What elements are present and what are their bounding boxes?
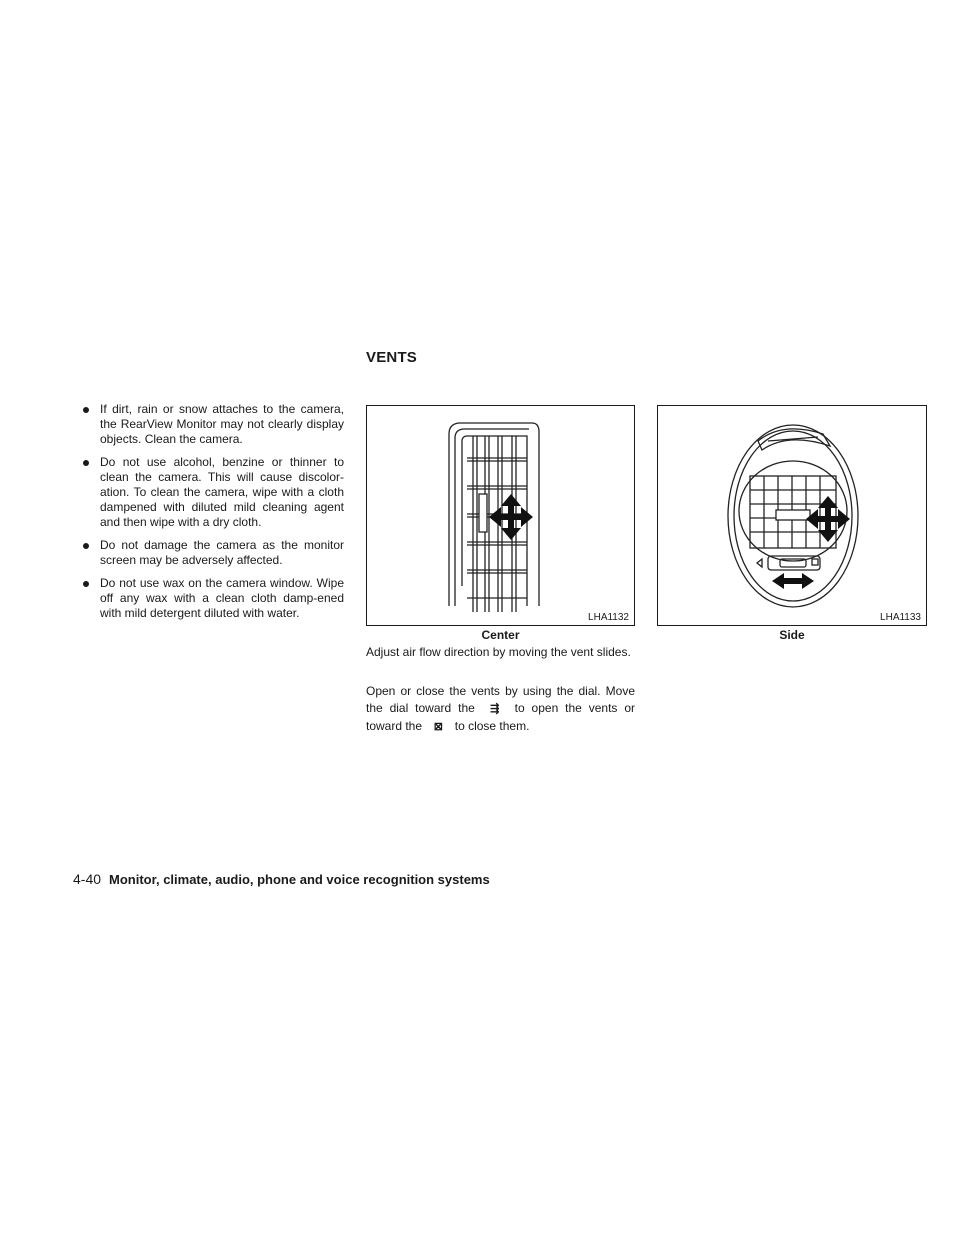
page-number: 4-40 [73, 871, 102, 887]
figure-side-vent [657, 405, 927, 626]
figure-caption-center: Center [481, 628, 520, 642]
figure-center-vent [366, 405, 635, 626]
section-heading: VENTS [366, 349, 418, 366]
side-vent-illustration-icon [658, 406, 926, 625]
figure-code: LHA1132 [588, 612, 629, 623]
body-paragraph: Adjust air flow direction by moving the vent slides. [366, 645, 631, 659]
body-paragraph-dial: Open or close the vents by using the dial. Move the dial toward the ⇶ to open the vents or toward the ⊠ to close them. [366, 683, 635, 736]
list-item: Do not damage the camera as the monitor screen may be adversely affected. [80, 538, 344, 568]
vent-open-icon: ⇶ [490, 703, 500, 715]
bullet-icon [83, 581, 89, 587]
center-vent-illustration-icon [367, 406, 634, 625]
list-item: Do not use alcohol, benzine or thinner to clean the camera. This will cause discolor-ation. To clean the camera, wipe with a cloth dampened with diluted mild cleaning agent and then wipe with a dry cloth. [80, 455, 344, 530]
chapter-title: Monitor, climate, audio, phone and voice recognition systems [109, 872, 490, 887]
figure-caption-side: Side [779, 628, 805, 642]
bullet-list [80, 402, 344, 629]
list-item: Do not use wax on the camera window. Wipe off any wax with a clean cloth damp-ened with mild detergent diluted with water. [80, 576, 344, 621]
bullet-icon [83, 543, 89, 549]
figure-code: LHA1133 [880, 612, 921, 623]
page-footer [73, 871, 490, 887]
list-item: If dirt, rain or snow attaches to the camera, the RearView Monitor may not clearly display objects. Clean the camera. [80, 402, 344, 447]
vent-close-icon: ⊠ [433, 721, 443, 733]
bullet-icon [83, 460, 89, 466]
bullet-icon [83, 407, 89, 413]
